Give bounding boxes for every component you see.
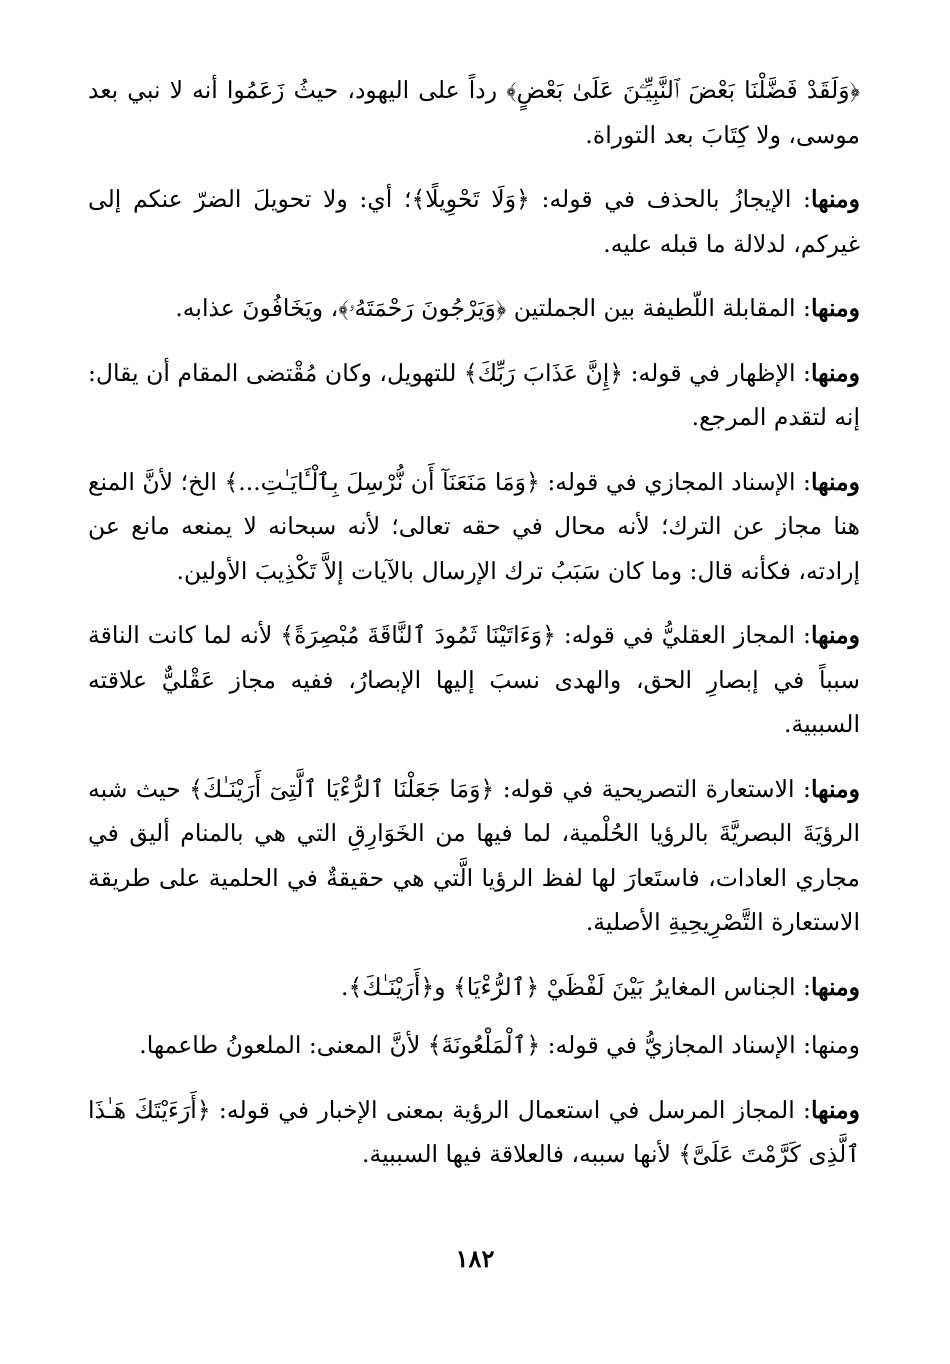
paragraph-text: للتهويل، وكان مُقْتضى المقام أن يقال: إنه لتقدم المرجع. bbox=[88, 358, 860, 431]
paragraph-text: رداً على اليهود، حيثُ زَعَمُوا أنه لا نبي بعد موسى، ولا كِتَابَ بعد التوراة. bbox=[88, 76, 860, 149]
paragraph-text: و﴿أَرَيْنَـٰكَ﴾. bbox=[340, 972, 453, 1001]
paragraph-text: : المجاز المرسل في استعمال الرؤية بمعنى الإخبار في قوله: bbox=[210, 1095, 811, 1124]
quran-verse: ﴿ٱلرُّءْيَا﴾ bbox=[453, 972, 540, 1001]
paragraph-text: ؛ أي: ولا تحويلَ الضرّ عنكم إلى غيركم، لدلالة ما قبله عليه. bbox=[88, 185, 860, 258]
quran-verse: ﴿وَمَا مَنَعَنَآ أَن نُّرْسِلَ بِٱلْـَٔايَـٰتِ...﴾ bbox=[224, 467, 540, 496]
paragraph-lead: ومنها bbox=[810, 185, 860, 213]
paragraph-lead: ومنها bbox=[810, 972, 860, 1001]
paragraph-lead: ومنها bbox=[810, 774, 860, 803]
paragraph bbox=[88, 286, 860, 331]
paragraph-lead: ومنها bbox=[810, 358, 860, 387]
paragraph-text: : الاستعارة التصريحية في قوله: bbox=[494, 774, 811, 803]
paragraph-text: : الإيجازُ بالحذف في قوله: bbox=[529, 185, 811, 213]
paragraph bbox=[88, 767, 860, 945]
paragraph bbox=[88, 1023, 860, 1068]
paragraph-text: : المجاز العقليُّ في قوله: bbox=[555, 621, 811, 649]
paragraph-text: : الجناس المغايرُ بَيْنَ لَفْظَيْ bbox=[539, 972, 811, 1001]
page-number: ١٨٢ bbox=[455, 1244, 495, 1273]
paragraph-text: ومنها: الإسناد المجازيُّ في قوله: bbox=[540, 1031, 860, 1059]
quran-verse: ﴿وَءَاتَيْنَا ثَمُودَ ٱلنَّاقَةَ مُبْصِرَةً﴾ bbox=[280, 621, 556, 649]
paragraph-text: : الإظهار في قوله: bbox=[623, 358, 811, 387]
paragraph-text: الخ؛ لأنَّ المنع هنا مجاز عن الترك؛ لأنه محال في حقه تعالى؛ لأنه سبحانه لا يمنعه مانع عن إرادته، فكأنه قال: وما كان سَبَبُ ترك الإرسال بالآيات إلاَّ تَكْذِيبَ الأولين. bbox=[88, 467, 860, 585]
paragraph-lead: ومنها bbox=[810, 467, 860, 496]
quran-verse: ﴿إِنَّ عَذَابَ رَبِّكَ﴾ bbox=[463, 358, 624, 387]
paragraph bbox=[88, 68, 860, 157]
paragraph-text: حيث شبه الرؤيَةَ البصريَّةَ بالرؤيا الحُلْمية، لما فيها من الخَوَارِقِ التي هي بالمنام أليق في مجاري العادات، فاستَعارَ لها لفظ الرؤيا الَّتي هي حقيقةٌ في الحلمية على طريقة الاستعارة التَّصْرِيحِيةِ الأصلية. bbox=[88, 774, 860, 936]
paragraph bbox=[88, 351, 860, 440]
quran-verse: ﴿وَمَا جَعَلْنَا ٱلرُّءْيَا ٱلَّتِىٓ أَرَيْنَـٰكَ﴾ bbox=[189, 774, 495, 803]
paragraph-lead: ومنها bbox=[810, 621, 860, 649]
paragraph-text: لأنه لما كانت الناقة سبباً في إبصارِ الحق، والهدى نسبَ إليها الإبصارُ، ففيه مجاز عَقْليٌّ علاقته السببية. bbox=[88, 621, 860, 738]
paragraph-text: : المقابلة اللّطيفة بين الجملتين bbox=[506, 294, 811, 322]
quran-verse: ﴿ٱلْمَلْعُونَةَ﴾ bbox=[427, 1031, 541, 1059]
paragraph bbox=[88, 613, 860, 747]
paragraph-text: ، ويَخَافُونَ عذابه. bbox=[175, 294, 339, 322]
quran-verse: ﴿وَلَقَدْ فَضَّلْنَا بَعْضَ ٱلنَّبِيِّـۧنَ عَلَىٰ بَعْضٍ﴾ bbox=[506, 76, 860, 104]
paragraph bbox=[88, 460, 860, 594]
paragraph bbox=[88, 965, 860, 1010]
paragraph-text: لأنها سببه، فالعلاقة فيها السببية. bbox=[362, 1140, 679, 1168]
paragraph bbox=[88, 177, 860, 266]
paragraph-lead: ومنها bbox=[810, 1095, 860, 1124]
paragraph-text: : الإسناد المجازي في قوله: bbox=[539, 467, 811, 496]
paragraph-text: لأنَّ المعنى: الملعونُ طاعمها. bbox=[139, 1031, 428, 1059]
page-body bbox=[88, 68, 860, 1177]
quran-verse: ﴿أَرَءَيْتَكَ هَـٰذَا ٱلَّذِى كَرَّمْتَ عَلَىَّ﴾ bbox=[88, 1095, 860, 1168]
paragraph-lead: ومنها bbox=[810, 294, 860, 322]
paragraph bbox=[88, 1088, 860, 1177]
quran-verse: ﴿وَلَا تَحْوِيلًا﴾ bbox=[411, 185, 530, 213]
quran-verse: ﴿وَيَرْجُونَ رَحْمَتَهُۥ﴾ bbox=[338, 294, 507, 322]
